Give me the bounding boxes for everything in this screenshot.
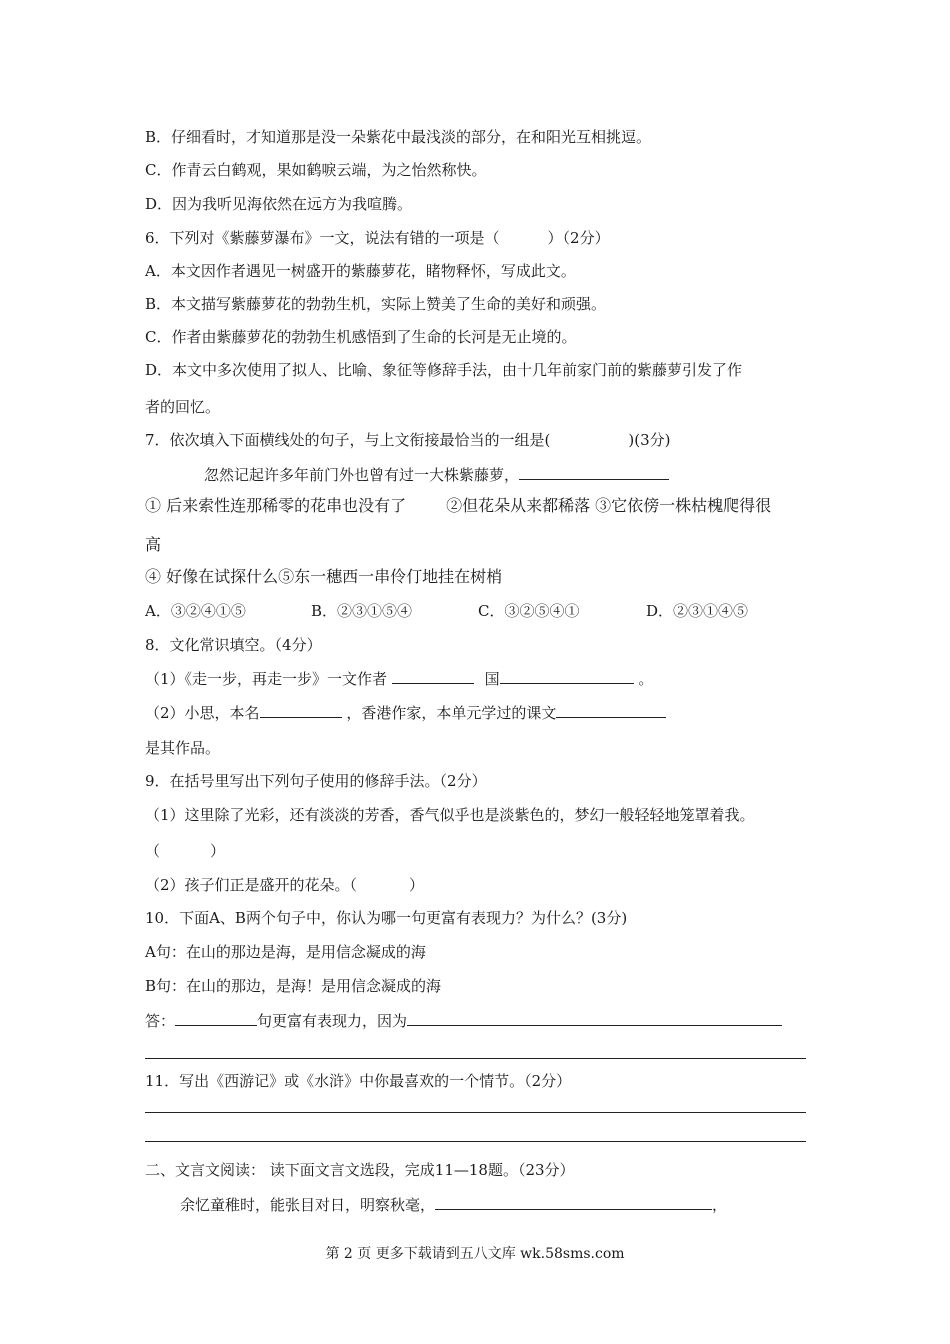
- question-7-text: 忽然记起许多年前门外也曾有过一大株紫藤萝，: [204, 464, 669, 485]
- question-6-stem: 6．下列对《紫藤萝瀑布》一文，说法有错的一项是（: [145, 229, 500, 247]
- answer-blank[interactable]: [407, 1010, 782, 1026]
- q6-option-c: C．作者由紫藤萝花的勃勃生机感悟到了生命的长河是无止境的。: [145, 328, 577, 346]
- question-9-1-answer: （ ）: [145, 842, 226, 860]
- q5-option-c: C．作青云白鹤观，果如鹤唳云端，为之怡然称快。: [145, 161, 487, 179]
- answer-line[interactable]: [145, 1112, 806, 1113]
- question-7-score: )(3分): [628, 431, 671, 449]
- question-9: 9．在括号里写出下列句子使用的修辞手法。（2分）: [145, 772, 487, 790]
- question-10-answer: 答： 句更富有表现力，因为: [145, 1010, 782, 1031]
- answer-blank[interactable]: [260, 702, 342, 718]
- page-footer: 第 2 页 更多下载请到五八文库 wk.58sms.com: [325, 1246, 625, 1262]
- q6-option-b: B．本文描写紫藤萝花的勃勃生机，实际上赞美了生命的美好和顽强。: [145, 295, 607, 313]
- question-8: 8．文化常识填空。（4分）: [145, 636, 322, 654]
- q6-option-a: A．本文因作者遇见一树盛开的紫藤萝花，睹物释怀，写成此文。: [145, 262, 576, 280]
- q5-option-d: D．因为我听见海依然在远方为我喧腾。: [145, 195, 413, 213]
- q6-option-d-continued: 者的回忆。: [145, 398, 221, 416]
- question-11: 11．写出《西游记》或《水浒》中你最喜欢的一个情节。（2分）: [145, 1072, 572, 1090]
- answer-line[interactable]: [145, 1141, 806, 1142]
- question-6-score: ）（2分）: [547, 229, 610, 247]
- question-7-stem: 7．依次填入下面横线处的句子，与上文衔接最恰当的一组是(: [145, 431, 551, 449]
- q7-sentence-options: ① 后来索性连那稀零的花串也没有了 ②但花朵从来都稀落 ③它依傍一株枯槐爬得很: [145, 496, 772, 515]
- question-7: [145, 430, 671, 450]
- answer-blank[interactable]: [175, 1010, 257, 1026]
- question-8-2: （2）小思，本名 ，香港作家，本单元学过的课文: [145, 702, 666, 723]
- question-10: 10．下面A、B两个句子中，你认为哪一句更富有表现力？为什么？(3分): [145, 909, 628, 927]
- question-8-1: （1）《走一步，再走一步》一文作者 国 。: [145, 670, 654, 688]
- q7-sentence-options-2: ④ 好像在试探什么⑤东一穗西一串伶仃地挂在树梢: [145, 567, 503, 586]
- question-6: [145, 228, 610, 248]
- answer-line[interactable]: [145, 1058, 806, 1059]
- q7-sentence-options-continued: 高: [145, 535, 162, 554]
- answer-blank[interactable]: [392, 668, 474, 684]
- classical-passage: 余忆童稚时，能张目对日，明察秋毫， ，: [180, 1196, 728, 1214]
- section-2-heading: 二、文言文阅读： 读下面文言文选段，完成11—18题。（23分）: [145, 1161, 575, 1179]
- answer-blank[interactable]: [519, 464, 669, 480]
- question-9-2: （2）孩子们正是盛开的花朵。（ ）: [145, 876, 425, 894]
- q6-option-d: D．本文中多次使用了拟人、比喻、象征等修辞手法，由十几年前家门前的紫藤萝引发了作: [145, 361, 743, 379]
- sentence-a: A句：在山的那边是海，是用信念凝成的海: [145, 943, 426, 961]
- answer-blank[interactable]: [500, 668, 634, 684]
- q7-choice-b: B．②③①⑤④: [311, 602, 413, 620]
- sentence-b: B句：在山的那边，是海！是用信念凝成的海: [145, 977, 442, 995]
- q7-choice-c: C．③②⑤④①: [478, 602, 580, 620]
- q7-choice-a: A．③②④①⑤: [145, 602, 246, 620]
- q7-choice-d: D．②③①④⑤: [646, 602, 749, 620]
- answer-blank[interactable]: [435, 1194, 712, 1210]
- question-9-1: （1）这里除了光彩，还有淡淡的芳香，香气似乎也是淡紫色的，梦幻一般轻轻地笼罩着我。: [145, 806, 755, 824]
- answer-blank[interactable]: [556, 702, 666, 718]
- q5-option-b: B．仔细看时，才知道那是没一朵紫花中最浅淡的部分，在和阳光互相挑逗。: [145, 128, 652, 146]
- question-8-2-continued: 是其作品。: [145, 739, 221, 757]
